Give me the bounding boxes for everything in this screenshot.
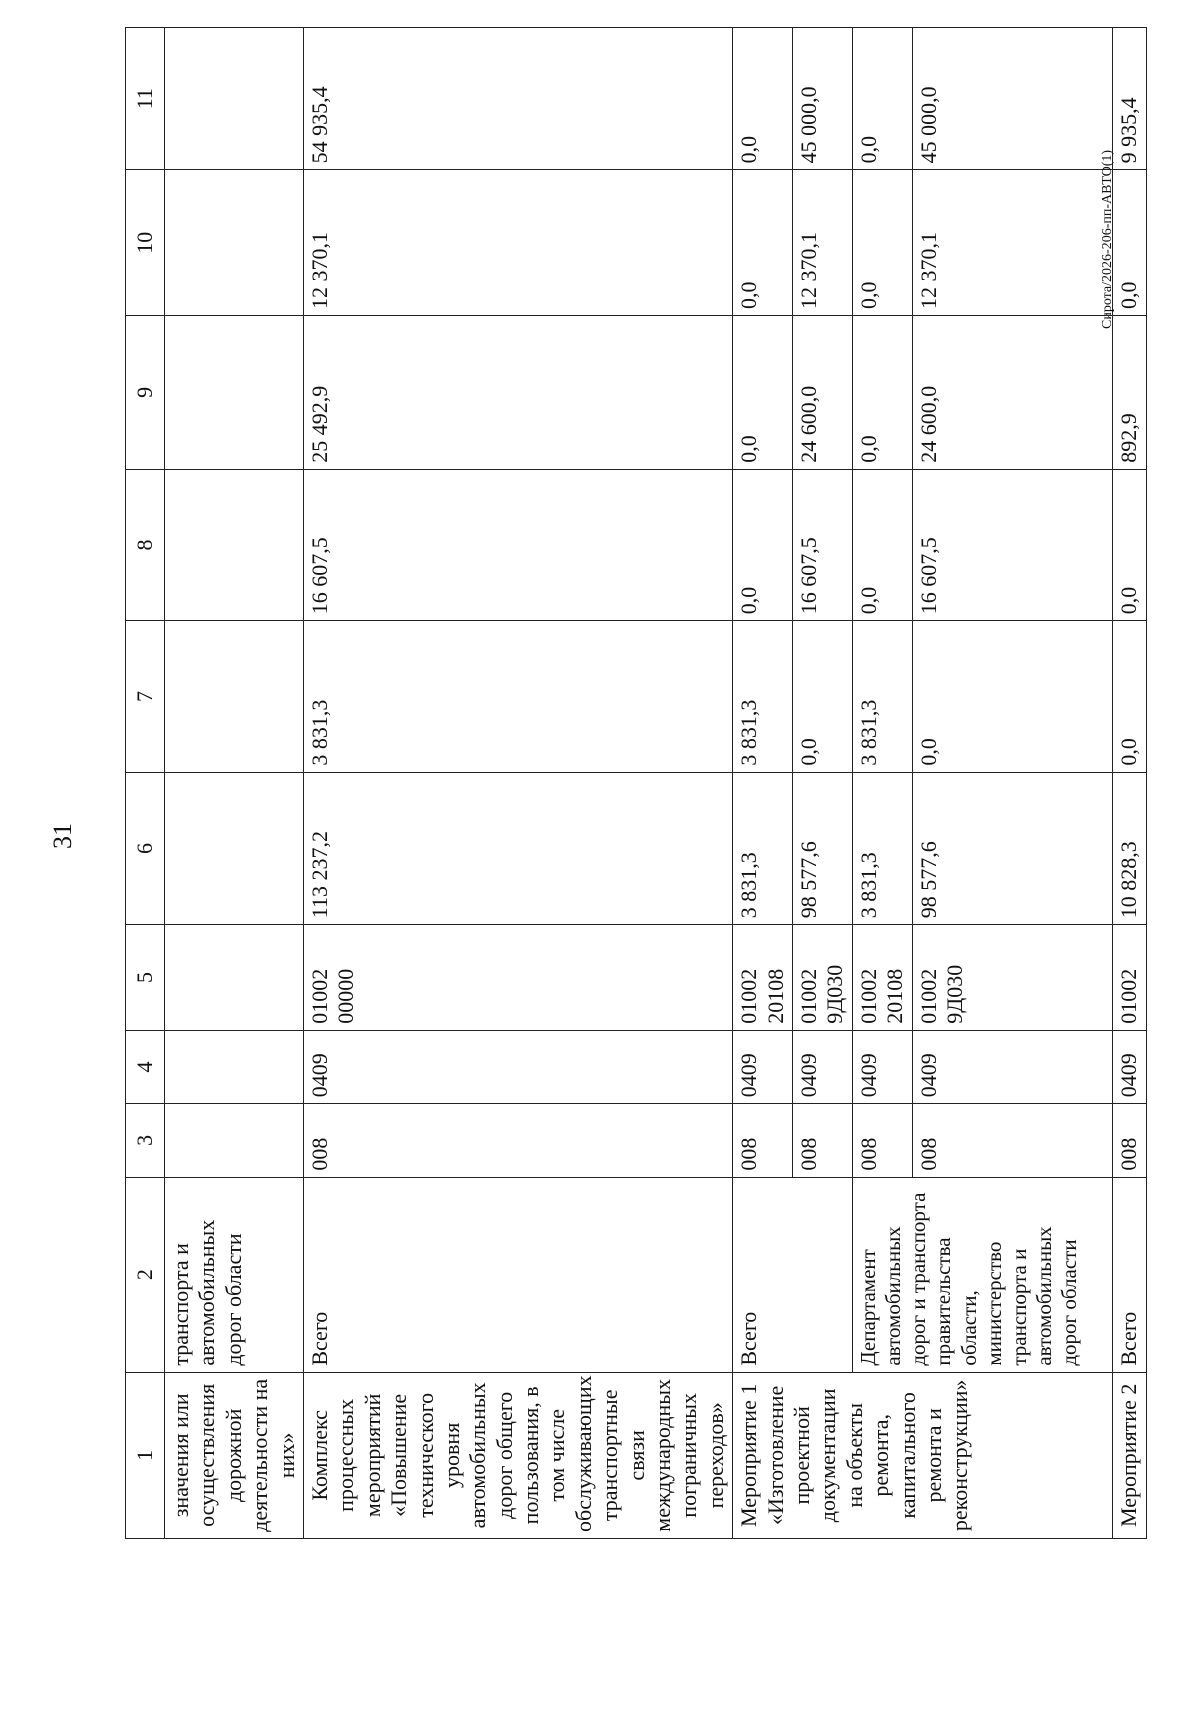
value-cell: 12 370,1 bbox=[792, 170, 852, 316]
total-cell: 10 828,3 bbox=[1112, 772, 1146, 925]
value-cell: 16 607,5 bbox=[792, 469, 852, 620]
grbs-cell: 008 bbox=[1112, 1104, 1146, 1177]
value-cell bbox=[165, 28, 304, 170]
footer-doc-id: Сирота/2026-206-пп-АВТО(1) bbox=[1100, 149, 1115, 329]
value-cell: 16 607,5 bbox=[303, 469, 732, 620]
header-cell: 9 bbox=[126, 316, 165, 470]
grbs-cell: 008 bbox=[792, 1104, 852, 1177]
value-cell bbox=[165, 469, 304, 620]
value-cell: 0,0 bbox=[912, 621, 1112, 772]
grbs-cell: 008 bbox=[852, 1104, 912, 1177]
value-cell bbox=[165, 316, 304, 470]
table-row bbox=[733, 28, 793, 1539]
row-name-cell: значения или осуществления дорожной деятельности на них» bbox=[165, 1372, 304, 1538]
row-name-cell: Мероприятие 2 bbox=[1112, 1372, 1146, 1538]
page-number: 31 bbox=[48, 823, 77, 849]
executor-cell: Всего bbox=[733, 1177, 853, 1372]
header-row bbox=[126, 28, 165, 1539]
target-article-cell: 01002 00000 bbox=[303, 925, 732, 1031]
executor-cell: Всего bbox=[303, 1177, 732, 1372]
target-article-cell: 01002 20108 bbox=[852, 925, 912, 1031]
row-name-cell: Комплекс процессных мероприятий «Повышение технического уровня автомобильных дорог общего пользования, в том числе обслуживающих транспортные связи международных пограничных переходов» bbox=[303, 1372, 732, 1538]
header-cell: 8 bbox=[126, 469, 165, 620]
section-cell: 0409 bbox=[1112, 1030, 1146, 1103]
value-cell: 0,0 bbox=[1112, 170, 1146, 316]
value-cell: 3 831,3 bbox=[733, 621, 793, 772]
value-cell: 3 831,3 bbox=[303, 621, 732, 772]
target-article-cell: 01002 9Д030 bbox=[792, 925, 852, 1031]
target-article-cell bbox=[165, 925, 304, 1031]
header-cell: 7 bbox=[126, 621, 165, 772]
header-cell: 6 bbox=[126, 772, 165, 925]
section-cell: 0409 bbox=[733, 1030, 793, 1103]
value-cell: 892,9 bbox=[1112, 316, 1146, 470]
value-cell: 24 600,0 bbox=[912, 316, 1112, 470]
value-cell bbox=[165, 170, 304, 316]
table-row bbox=[852, 28, 912, 1539]
header-cell: 4 bbox=[126, 1030, 165, 1103]
value-cell: 12 370,1 bbox=[912, 170, 1112, 316]
budget-table bbox=[125, 27, 1147, 1539]
table-row bbox=[1112, 28, 1146, 1539]
header-cell: 3 bbox=[126, 1104, 165, 1177]
value-cell: 0,0 bbox=[852, 28, 912, 170]
section-cell bbox=[165, 1030, 304, 1103]
value-cell: 45 000,0 bbox=[792, 28, 852, 170]
grbs-cell: 008 bbox=[303, 1104, 732, 1177]
header-cell: 2 bbox=[126, 1177, 165, 1372]
grbs-cell bbox=[165, 1104, 304, 1177]
section-cell: 0409 bbox=[792, 1030, 852, 1103]
value-cell: 0,0 bbox=[733, 469, 793, 620]
table-row bbox=[303, 28, 732, 1539]
value-cell: 0,0 bbox=[852, 469, 912, 620]
value-cell: 25 492,9 bbox=[303, 316, 732, 470]
section-cell: 0409 bbox=[912, 1030, 1112, 1103]
total-cell bbox=[165, 772, 304, 925]
grbs-cell: 008 bbox=[733, 1104, 793, 1177]
target-article-cell: 01002 bbox=[1112, 925, 1146, 1031]
value-cell: 0,0 bbox=[733, 28, 793, 170]
value-cell: 24 600,0 bbox=[792, 316, 852, 470]
value-cell: 0,0 bbox=[852, 170, 912, 316]
total-cell: 113 237,2 bbox=[303, 772, 732, 925]
value-cell: 0,0 bbox=[792, 621, 852, 772]
header-cell: 1 bbox=[126, 1372, 165, 1538]
section-cell: 0409 bbox=[852, 1030, 912, 1103]
grbs-cell: 008 bbox=[912, 1104, 1112, 1177]
value-cell: 9 935,4 bbox=[1112, 28, 1146, 170]
total-cell: 98 577,6 bbox=[912, 772, 1112, 925]
value-cell: 0,0 bbox=[1112, 469, 1146, 620]
target-article-cell: 01002 9Д030 bbox=[912, 925, 1112, 1031]
value-cell: 0,0 bbox=[1112, 621, 1146, 772]
row-name-cell: Мероприятие 1 «Изготовление проектной документации на объекты ремонта, капитального ремонта и реконструкции» bbox=[733, 1372, 1112, 1538]
section-cell: 0409 bbox=[303, 1030, 732, 1103]
header-cell: 11 bbox=[126, 28, 165, 170]
executor-cell: транспорта и автомобильных дорог области bbox=[165, 1177, 304, 1372]
value-cell: 16 607,5 bbox=[912, 469, 1112, 620]
value-cell: 3 831,3 bbox=[852, 621, 912, 772]
header-cell: 10 bbox=[126, 170, 165, 316]
header-cell: 5 bbox=[126, 925, 165, 1031]
value-cell: 12 370,1 bbox=[303, 170, 732, 316]
value-cell: 54 935,4 bbox=[303, 28, 732, 170]
executor-cell: Всего bbox=[1112, 1177, 1146, 1372]
total-cell: 98 577,6 bbox=[792, 772, 852, 925]
target-article-cell: 01002 20108 bbox=[733, 925, 793, 1031]
value-cell bbox=[165, 621, 304, 772]
value-cell: 45 000,0 bbox=[912, 28, 1112, 170]
value-cell: 0,0 bbox=[733, 316, 793, 470]
total-cell: 3 831,3 bbox=[733, 772, 793, 925]
value-cell: 0,0 bbox=[852, 316, 912, 470]
table-row bbox=[165, 28, 304, 1539]
value-cell: 0,0 bbox=[733, 170, 793, 316]
executor-cell: Департамент автомобильных дорог и транспорта правительства области, министерство транспорта и автомобильных дорог области bbox=[852, 1177, 1112, 1372]
total-cell: 3 831,3 bbox=[852, 772, 912, 925]
